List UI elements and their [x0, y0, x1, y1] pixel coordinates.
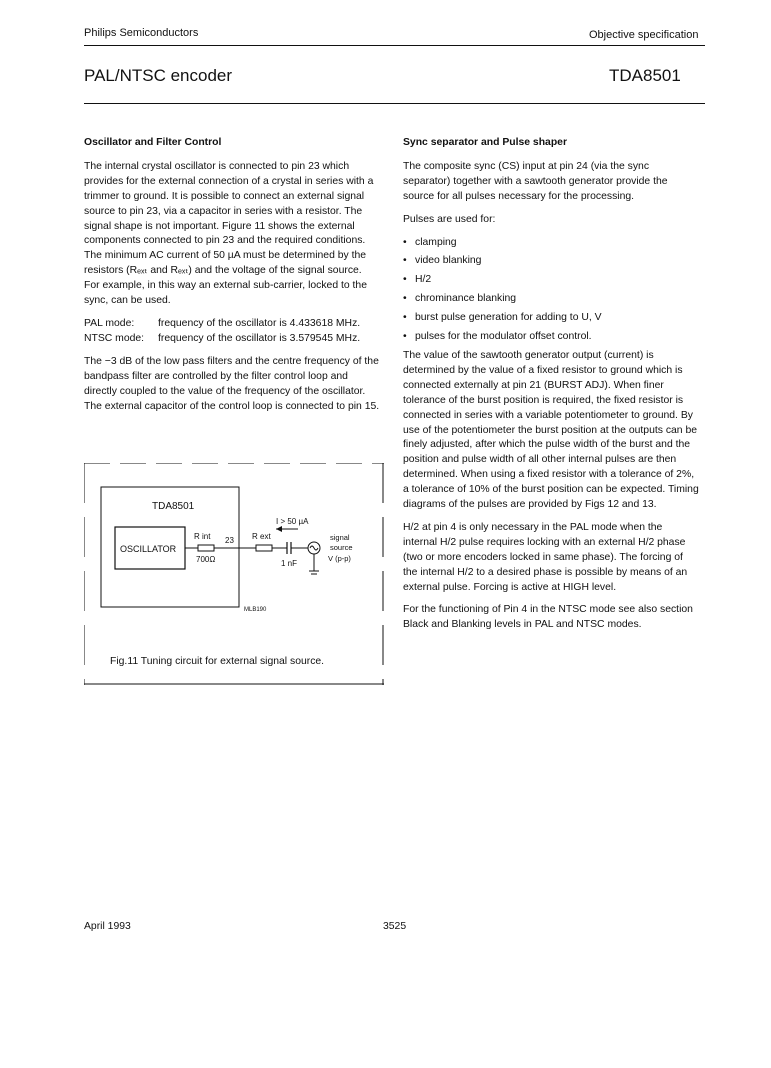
list-item: • clamping: [403, 236, 699, 251]
list-item: • pulses for the modulator offset control.: [403, 330, 699, 345]
document-type: Objective specification: [589, 29, 699, 41]
figure-reference-code: MLB190: [244, 607, 267, 613]
oscillator-paragraph: The internal crystal oscillator is connected to pin 23 which provides for the external connection of a crystal in series with a trimmer to ground. It is possible to connect an external signal source to pin 23, via a capacitor in series with a resistor. The signal shape is not important. Figure 11 shows the external components connected to pin 23 and the required conditions. The minimum AC current of 50 µA must be determined by the resistors (Rₑₓₜ and Rₑₓₜ) and the voltage of the signal source. For example, in this way an external sub-carrier, locked to the sync, can be used.: [84, 160, 374, 307]
mode-text: frequency of the oscillator is 4.433618 MHz.: [158, 317, 361, 329]
figure-caption: Fig.11 Tuning circuit for external signal source.: [110, 656, 325, 667]
figure-11-tuning-circuit: [84, 463, 384, 685]
right-column: [403, 136, 699, 641]
capacitor-label: 1 nF: [281, 559, 298, 568]
mode-row-pal: [84, 317, 380, 332]
mode-row-ntsc: [84, 332, 380, 347]
sync-paragraph: The composite sync (CS) input at pin 24 (via the sync separator) together with a sawtooth generator provide the source for all pulses necessary for the processing.: [403, 160, 668, 202]
footer-date: April 1993: [84, 921, 131, 932]
header-rule-bottom: [84, 103, 705, 104]
product-title: PAL/NTSC encoder: [84, 66, 233, 85]
sawtooth-paragraph: The value of the sawtooth generator output (current) is determined by the value of a fixed resistor to ground which is connected externally at pin 21 (BURST ADJ). When finer tolerance of the burst position is required, the fixed resistor is connected in series with a variable potentiometer to ground. By use of the potentiometer the burst position at the outputs can be finely adjusted, after which the pulse width of the burst and the position and pulse width of all other internal pulses are then determined. When using a fixed resistor with a tolerance of 2%, a tolerance of 10% of the burst position can be expected. Timing diagrams of the pulses are provided by Figs 12 and 13.: [403, 349, 699, 511]
pin4-paragraph: For the functioning of Pin 4 in the NTSC mode see also section Black and Blanking levels in PAL and NTSC modes.: [403, 604, 693, 631]
external-resistor: [256, 545, 272, 551]
source-label-line3: V (p-p): [328, 554, 351, 563]
left-column: [84, 136, 380, 422]
source-label-line1: signal: [330, 533, 350, 542]
section-heading-sync: Sync separator and Pulse shaper: [403, 137, 568, 148]
list-item: • video blanking: [403, 254, 699, 269]
company-name: Philips Semiconductors: [84, 27, 199, 39]
section-heading-oscillator: Oscillator and Filter Control: [84, 137, 222, 148]
ic-label: TDA8501: [152, 501, 195, 512]
list-item: • H/2: [403, 273, 699, 288]
part-number: TDA8501: [609, 66, 681, 85]
mode-label: NTSC mode:: [84, 332, 145, 344]
header-rule-top: [84, 45, 705, 46]
oscillator-label: OSCILLATOR: [120, 544, 177, 554]
h2-paragraph: H/2 at pin 4 is only necessary in the PAL mode when the internal H/2 pulse requires locking with an external H/2 phase (two or more encoders locked in same phase). The forcing of the internal H/2 to a desired phase is possible by means of an external pulse. Forcing is active at HIGH level.: [403, 521, 688, 593]
filter-paragraph: The −3 dB of the low pass filters and the centre frequency of the bandpass filter are controlled by the filter control loop and directly coupled to the value of the frequency of the oscillator. The external capacitor of the control loop is connected to pin 15.: [84, 355, 380, 412]
r-ext-label: R ext: [252, 532, 271, 541]
mode-list: [84, 317, 380, 347]
pulses-intro: Pulses are used for:: [403, 213, 496, 225]
current-label: I > 50 µA: [276, 517, 309, 526]
list-item: • chrominance blanking: [403, 292, 699, 307]
internal-resistor: [198, 545, 214, 551]
mode-label: PAL mode:: [84, 317, 135, 329]
pin-label: 23: [225, 536, 234, 545]
mode-text: frequency of the oscillator is 3.579545 MHz.: [158, 332, 361, 344]
pulses-list: [403, 236, 699, 345]
source-label-line2: source: [330, 543, 353, 552]
list-item: • burst pulse generation for adding to U, V: [403, 311, 699, 326]
page-number: 3525: [383, 921, 407, 932]
r-int-value: 700Ω: [196, 555, 216, 564]
r-int-label: R int: [194, 532, 211, 541]
